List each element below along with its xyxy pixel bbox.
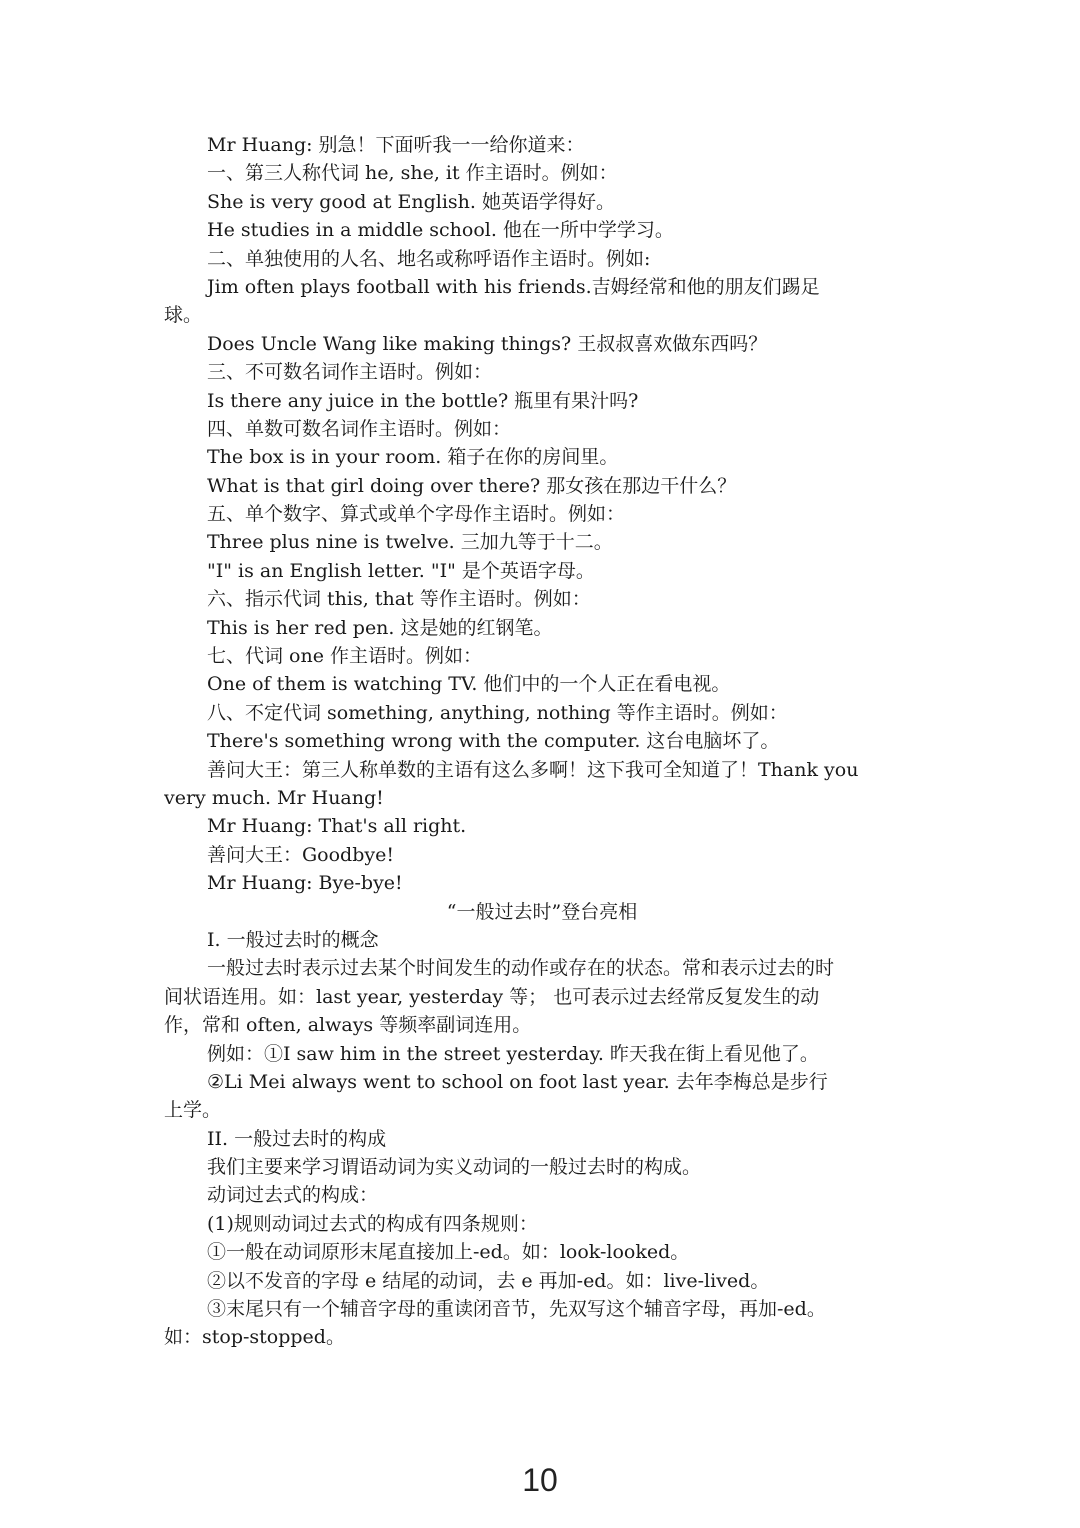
text-line: I. 一般过去时的概念	[207, 928, 379, 951]
text-line: 上学。	[164, 1099, 222, 1122]
text-line: 二、单独使用的人名、地名或称呼语作主语时。例如:	[207, 247, 651, 270]
text-line: 如：stop-stopped。	[164, 1326, 345, 1349]
text-line: ③末尾只有一个辅音字母的重读闭音节，先双写这个辅音字母，再加-ed。	[207, 1298, 826, 1321]
text-line: 我们主要来学习谓语动词为实义动词的一般过去时的构成。	[207, 1156, 702, 1179]
text-line: 四、单数可数名词作主语时。例如：	[207, 417, 512, 440]
text-line: 间状语连用。如：last year, yesterday 等； 也可表示过去经常反复发生的动	[164, 985, 820, 1008]
text-line: 善问大王：Goodbye!	[207, 843, 394, 866]
text-line: 例如：①I saw him in the street yesterday. 昨天我在街上看见他了。	[207, 1042, 819, 1065]
text-line: There's something wrong with the computer. 这台电脑坏了。	[207, 730, 780, 753]
text-line: 作，常和 often, always 等频率副词连用。	[164, 1014, 532, 1037]
text-line: 三、不可数名词作主语时。例如：	[207, 361, 493, 384]
text-line: 一般过去时表示过去某个时间发生的动作或存在的状态。常和表示过去的时	[207, 957, 835, 980]
text-line: What is that girl doing over there? 那女孩在那边干什么？	[207, 474, 737, 497]
text-line: 动词过去式的构成：	[207, 1184, 379, 1207]
text-line: Mr Huang: Bye-bye!	[207, 872, 403, 895]
text-line: very much. Mr Huang!	[164, 786, 384, 809]
text-line: 善问大王：第三人称单数的主语有这么多啊！这下我可全知道了！Thank you	[207, 758, 859, 781]
text-line: "I" is an English letter. "I" 是个英语字母。	[207, 559, 595, 582]
text-line: Mr Huang: That's all right.	[207, 815, 467, 838]
document-body	[164, 131, 920, 1352]
text-line: Does Uncle Wang like making things? 王叔叔喜欢做东西吗？	[207, 332, 768, 355]
text-line: (1)规则动词过去式的构成有四条规则：	[207, 1212, 538, 1235]
page-number: 10	[522, 1462, 558, 1498]
text-line: Jim often plays football with his friends.吉姆经常和他的朋友们踢足	[207, 275, 820, 298]
text-line: She is very good at English. 她英语学得好。	[207, 190, 615, 213]
text-line: 六、指示代词 this, that 等作主语时。例如：	[207, 588, 591, 611]
text-line: The box is in your room. 箱子在你的房间里。	[207, 446, 619, 469]
text-line: ①一般在动词原形末尾直接加上-ed。如：look-looked。	[207, 1241, 690, 1264]
text-line: He studies in a middle school. 他在一所中学学习。	[207, 219, 674, 242]
text-line: This is her red pen. 这是她的红钢笔。	[207, 616, 553, 639]
text-line: 五、单个数字、算式或单个字母作主语时。例如：	[207, 503, 626, 526]
text-line: 八、不定代词 something, anything, nothing 等作主语时。例如：	[207, 701, 788, 724]
text-line: One of them is watching TV. 他们中的一个人正在看电视。	[207, 673, 731, 696]
text-line: Three plus nine is twelve. 三加九等于十二。	[207, 531, 613, 554]
text-line: Mr Huang: 别急！下面听我一一给你道来：	[207, 134, 585, 156]
text-line: 球。	[164, 304, 203, 327]
text-line: 七、代词 one 作主语时。例如：	[207, 645, 482, 668]
text-line: ②以不发音的字母 e 结尾的动词，去 e 再加-ed。如：live-lived。	[207, 1269, 770, 1292]
text-line: ②Li Mei always went to school on foot last year. 去年李梅总是步行	[207, 1070, 828, 1093]
section-heading: “一般过去时”登台亮相	[446, 900, 638, 923]
text-line: Is there any juice in the bottle? 瓶里有果汁吗?	[207, 389, 639, 412]
text-line: 一、第三人称代词 he, she, it 作主语时。例如：	[207, 162, 618, 185]
text-line: II. 一般过去时的构成	[207, 1127, 387, 1150]
